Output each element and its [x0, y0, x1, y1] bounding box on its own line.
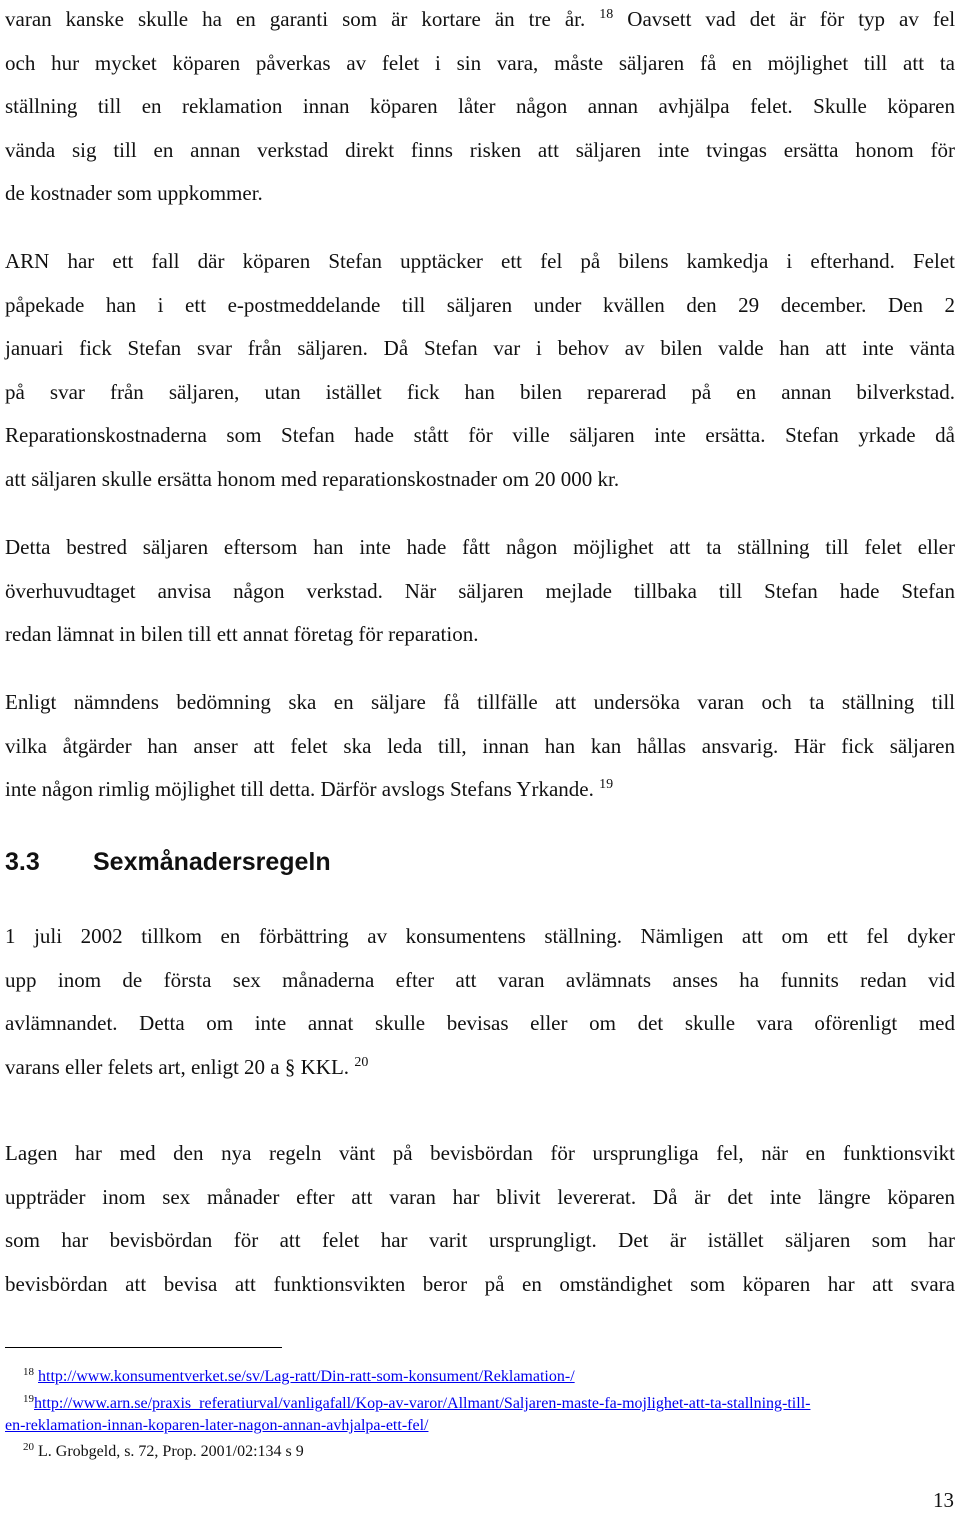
text-line: vilka åtgärder han anser att felet ska leda till, innan han kan hållas ansvarig. Här fick säljaren	[5, 733, 955, 758]
text-segment: Oavsett vad det är för typ av fel	[627, 7, 956, 31]
text-line: de kostnader som uppkommer.	[5, 181, 263, 206]
footnote-link-continued[interactable]: en-reklamation-innan-koparen-later-nagon-annan-avhjalpa-ett-fel/	[5, 1417, 429, 1434]
text-line: påpekade han i ett e-postmeddelande till säljaren under kvällen den 29 december. Den 2	[5, 292, 955, 317]
text-segment: varans eller felets art, enligt 20 a	[5, 1054, 280, 1079]
footnote-text: L. Grobgeld, s. 72, Prop. 2001/02:134 s 9	[38, 1443, 304, 1460]
text-line: Lagen har med den nya regeln vänt på bevisbördan för ursprungliga fel, när en funktionsvikt	[5, 1141, 955, 1165]
paragraph-2	[5, 240, 955, 502]
text-line: att säljaren skulle ersätta honom med reparationskostnader om 20 000 kr.	[5, 466, 620, 491]
text-line: på svar från säljaren, utan istället fick han bilen reparerad på en annan bilverkstad.	[5, 379, 955, 404]
text-line: ställning till en reklamation innan köparen låter någon annan avhjälpa felet. Skulle köparen	[5, 94, 955, 119]
text-line: uppträder inom sex månader efter att varan har blivit levererat. Då är det inte längre köparen	[5, 1184, 955, 1209]
footnote-number: 18	[23, 1366, 34, 1378]
text-line: avlämnandet. Detta om inte annat skulle bevisas eller om det skulle vara oförenligt med	[5, 1011, 955, 1036]
footnote-separator	[5, 1347, 282, 1348]
section-number: 3.3	[5, 848, 40, 876]
text-line: Enligt nämndens bedömning ska en säljare få tillfälle att undersöka varan och ta ställning till	[5, 690, 955, 714]
page-number: 13	[933, 1488, 954, 1512]
section-sign: §	[284, 1054, 296, 1079]
footnote-number: 20	[23, 1441, 34, 1453]
text-line: och hur mycket köparen påverkas av felet i sin vara, måste säljaren få en möjlighet till att ta	[5, 50, 955, 75]
text-line: redan lämnat in bilen till ett annat företag för reparation.	[5, 622, 479, 647]
text-line: Detta bestred säljaren eftersom han inte hade fått någon möjlighet att ta ställning till felet eller	[5, 535, 955, 559]
footnote-19	[5, 1393, 955, 1437]
text-line: ARN har ett fall där köparen Stefan upptäcker ett fel på bilens kamkedja i efterhand. Felet	[5, 249, 955, 273]
footnote-number: 19	[23, 1393, 34, 1405]
text-line: bevisbördan att bevisa att funktionsvikten beror på en omständighet som köparen har att svara	[5, 1271, 955, 1296]
paragraph-5	[5, 915, 955, 1089]
footnote-20	[5, 1441, 955, 1463]
text-line: vända sig till en annan verkstad direkt finns risken att säljaren inte tvingas ersätta honom för	[5, 137, 955, 162]
footnote-ref-18[interactable]: 18	[599, 7, 614, 22]
text-line: som har bevisbördan för att felet har varit ursprungligt. Det är istället säljaren som har	[5, 1228, 955, 1253]
paragraph-6	[5, 1132, 955, 1306]
paragraph-1	[5, 0, 955, 216]
text-segment: inte någon rimlig möjlighet till detta. Därför avslogs Stefans Yrkande.	[5, 777, 594, 802]
text-line: överhuvudtaget anvisa någon verkstad. När säljaren mejlade tillbaka till Stefan hade Stefan	[5, 578, 955, 603]
footnote-ref-19[interactable]: 19	[599, 777, 614, 793]
text-segment: KKL.	[300, 1054, 350, 1079]
section-heading	[5, 846, 331, 878]
footnote-18	[5, 1366, 955, 1388]
footnote-link[interactable]: http://www.konsumentverket.se/sv/Lag-ratt/Din-ratt-som-konsument/Reklamation-/	[38, 1368, 575, 1385]
text-segment: varan kanske skulle ha en garanti som är kortare än tre år.	[5, 7, 586, 31]
text-line	[5, 0, 955, 42]
text-line: januari fick Stefan svar från säljaren. Då Stefan var i behov av bilen valde han att inte vänta	[5, 336, 955, 361]
paragraph-3	[5, 526, 955, 657]
text-line: 1 juli 2002 tillkom en förbättring av konsumentens ställning. Nämligen att om ett fel dyker	[5, 924, 955, 948]
paragraph-4	[5, 681, 955, 812]
section-title: Sexmånadersregeln	[93, 848, 331, 876]
footnote-link[interactable]: http://www.arn.se/praxis_referatiurval/vanligafall/Kop-av-varor/Allmant/Saljaren-maste-fa-mojlighet-att-ta-stallning-till-	[34, 1395, 811, 1412]
text-line: Reparationskostnaderna som Stefan hade stått för ville säljaren inte ersätta. Stefan yrkade då	[5, 423, 955, 448]
text-line	[5, 768, 955, 812]
text-line	[5, 1046, 955, 1090]
text-line: upp inom de första sex månaderna efter att varan avlämnats anses ha funnits redan vid	[5, 967, 955, 992]
footnote-ref-20[interactable]: 20	[354, 1054, 369, 1070]
